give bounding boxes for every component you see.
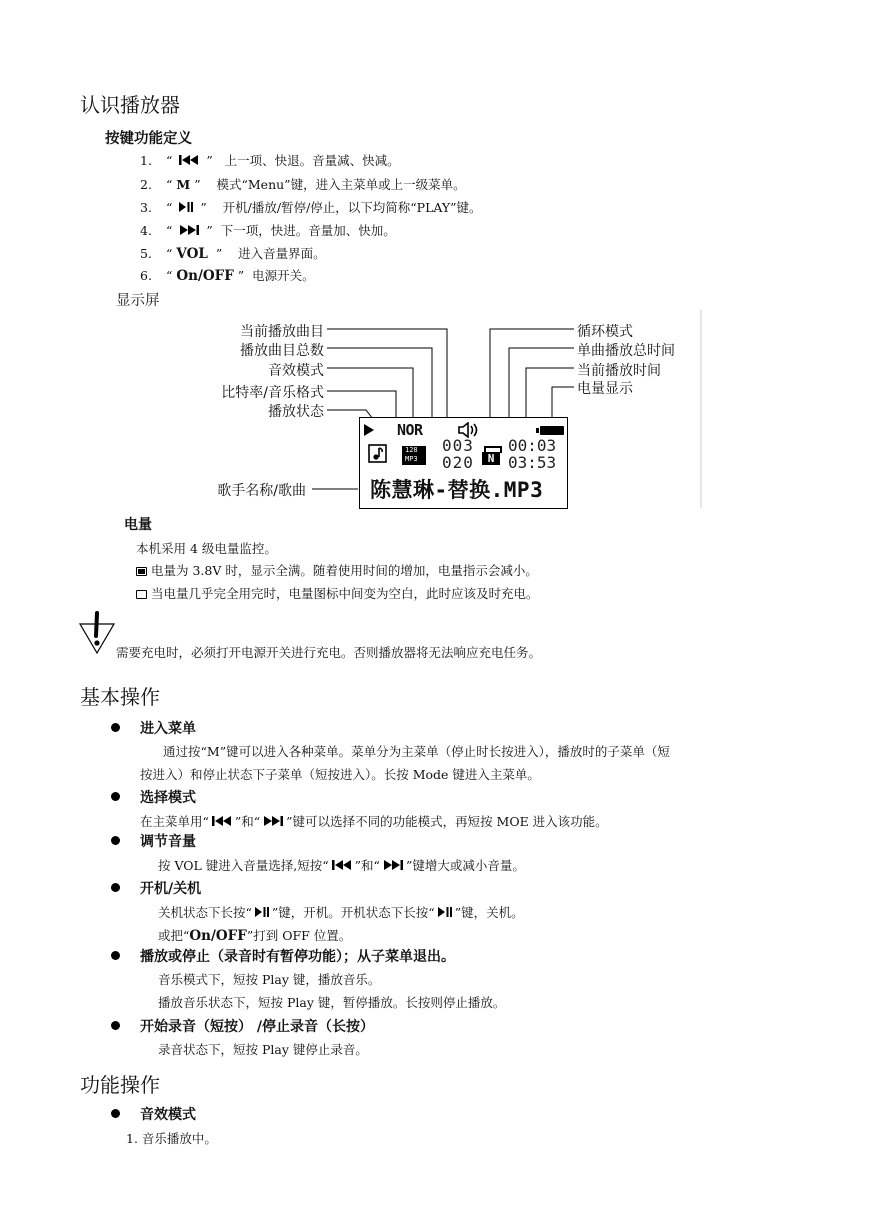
warning-text: 需要充电时，必须打开电源开关进行充电。否则播放器将无法响应充电任务。 [116,645,542,660]
key-item-1: 1. “ ” 上一项、快退。音量减、快减。 [140,153,400,168]
bullet [111,951,120,960]
battery-line-1: 本机采用 4 级电量监控。 [136,541,277,556]
next-icon [262,815,284,827]
bullet [111,883,120,892]
section-title-func-ops: 功能操作 [80,1073,160,1097]
section-title-know-player: 认识播放器 [80,93,180,117]
bullet [111,1021,120,1030]
battery-empty-icon [136,590,147,599]
menu-text-1: 通过按“M”键可以进入各种菜单。菜单分为主菜单（停止时长按进入），播放时的子菜单（短 [163,744,670,759]
power-text-1: 关机状态下长按“ ”键，开机。开机状态下长按“ ”键，关机。 [158,905,524,920]
eq-mode-title: 音效模式 [140,1107,196,1123]
warning-icon [78,611,116,655]
label-loop-mode: 循环模式 [577,324,633,340]
bullet [111,723,120,732]
play-state-icon [363,423,375,437]
record-title: 开始录音（短按） /停止录音（长按） [140,1019,374,1035]
key-item-3: 3. “ ” 开机/播放/暂停/停止，以下均简称“PLAY”键。 [140,200,482,215]
battery-line-3: 当电量几乎完全用完时，电量图标中间变为空白，此时应该及时充电。 [136,584,539,602]
prev-icon [211,815,233,827]
battery-full-icon [136,567,147,576]
display-title: 显示屏 [116,293,160,309]
label-eq-mode: 音效模式 [268,363,324,379]
bullet [111,836,120,845]
prev-icon [331,859,353,871]
battery-title: 电量 [124,517,152,533]
eq-step-1: 1. 音乐播放中。 [126,1131,217,1146]
play-pause-icon [437,906,453,918]
lcd-time-total: 03:53 [508,453,557,472]
play-pause-icon [254,906,270,918]
play-text-1: 音乐模式下，短按 Play 键，播放音乐。 [158,972,381,987]
lcd-song-name: 陈慧琳-替换.MP3 [370,478,544,502]
label-track-total-time: 单曲播放总时间 [577,343,675,359]
lcd-battery-icon [540,426,564,435]
label-total-tracks: 播放曲目总数 [240,343,324,359]
loop-mode-icon: N [482,446,500,466]
label-play-state: 播放状态 [268,404,324,420]
key-functions-title: 按键功能定义 [105,131,192,147]
key-item-4: 4. “ ” 下一项，快进。音量加、快加。 [140,223,396,238]
label-current-track: 当前播放曲目 [240,324,324,340]
label-current-time: 当前播放时间 [577,363,661,379]
power-text-2: 或把“On/OFF”打到 OFF 位置。 [158,928,352,944]
menu-text-2: 按进入）和停止状态下子菜单（短按进入）。长按 Mode 键进入主菜单。 [140,767,540,782]
key-item-5: 5. “ VOL ” 进入音量界面。 [140,246,326,262]
mode-title: 选择模式 [140,790,196,806]
music-note-icon [368,444,388,464]
label-song: 歌手名称/歌曲 [217,483,306,499]
section-title-basic-ops: 基本操作 [80,685,160,709]
battery-line-2: 电量为 3.8V 时，显示全满。随着使用时间的增加，电量指示会减小。 [136,561,538,579]
menu-title: 进入菜单 [140,721,196,737]
lcd-track-current: 003 [442,436,474,455]
play-text-2: 播放音乐状态下，短按 Play 键，暂停播放。长按则停止播放。 [158,995,506,1010]
key-item-2: 2. “ M ” 模式“Menu”键，进入主菜单或上一级菜单。 [140,177,466,192]
bullet [111,792,120,801]
label-battery: 电量显示 [577,381,633,397]
play-stop-title: 播放或停止（录音时有暂停功能）；从子菜单退出。 [140,949,455,965]
display-diagram [0,0,869,520]
next-icon [382,859,404,871]
bitrate-format-icon: 128 MP3 [402,446,426,465]
lcd-track-total: 020 [442,453,474,472]
lcd-time-current: 00:03 [508,436,557,455]
label-bitrate-format: 比特率/音乐格式 [221,385,324,401]
record-text: 录音状态下，短按 Play 键停止录音。 [158,1042,368,1057]
volume-text: 按 VOL 键进入音量选择,短按“ ”和“ ”键增大或减小音量。 [158,858,525,873]
lcd-eq: NOR [397,421,423,439]
bullet [111,1109,120,1118]
lcd-screen [359,417,568,509]
volume-title: 调节音量 [140,834,196,850]
power-title: 开机/关机 [140,881,202,897]
key-item-6: 6. “ On/OFF ” 电源开关。 [140,268,315,284]
mode-text: 在主菜单用“ ”和“ ”键可以选择不同的功能模式，再短按 MOE 进入该功能。 [140,814,608,829]
